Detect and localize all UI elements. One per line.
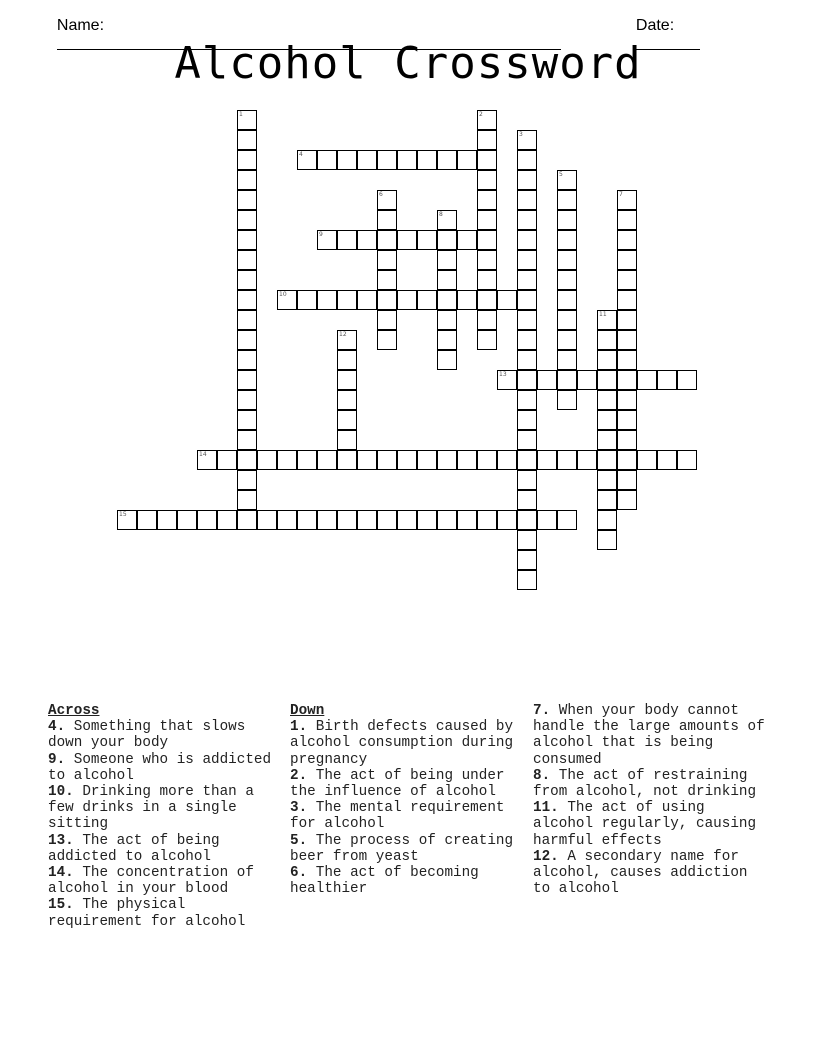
grid-cell[interactable] [437,230,457,250]
grid-cell[interactable] [237,510,257,530]
grid-cell[interactable] [597,510,617,530]
grid-cell[interactable] [417,290,437,310]
grid-cell[interactable] [517,390,537,410]
grid-cell[interactable] [557,330,577,350]
date-label: Date: [635,17,675,34]
down-clue-list [290,719,530,897]
grid-cell[interactable] [477,290,497,310]
grid-cell[interactable] [337,150,357,170]
grid-cell[interactable] [377,190,397,210]
clue-item-number: 5. [290,832,308,849]
name-label: Name: [56,17,105,34]
grid-cell[interactable] [237,450,257,470]
grid-cell[interactable] [497,290,517,310]
clue-item [48,897,288,929]
grid-cell[interactable] [237,290,257,310]
grid-cell[interactable] [357,510,377,530]
grid-cell[interactable] [357,230,377,250]
grid-cell[interactable] [557,310,577,330]
clue-item [48,833,288,865]
clue-item-number: 2. [290,767,308,784]
grid-cell[interactable] [157,510,177,530]
grid-cell[interactable] [537,510,557,530]
page-title: Alcohol Crossword [174,38,642,89]
grid-cell[interactable] [317,290,337,310]
grid-cell[interactable] [317,510,337,530]
grid-cell[interactable] [397,150,417,170]
clue-item-number: 11. [533,800,559,817]
grid-cell[interactable] [537,450,557,470]
grid-cell[interactable] [617,250,637,270]
grid-cell[interactable] [617,210,637,230]
grid-cell[interactable] [237,410,257,430]
grid-cell[interactable] [437,350,457,370]
grid-cell[interactable] [617,450,637,470]
grid-cell[interactable] [237,270,257,290]
grid-cell[interactable] [397,510,417,530]
grid-cell[interactable] [117,510,137,530]
grid-cell[interactable] [277,510,297,530]
grid-cell[interactable] [237,370,257,390]
clue-item-number: 4. [48,719,66,736]
clue-item-text: Birth defects caused by alcohol consumption during pregnancy [290,719,514,768]
grid-cell[interactable] [617,470,637,490]
clue-number: 12 [339,331,347,338]
grid-cell[interactable] [237,150,257,170]
grid-cell[interactable] [417,450,437,470]
grid-cell[interactable] [337,330,357,350]
grid-cell[interactable] [477,250,497,270]
grid-cell[interactable] [517,290,537,310]
grid-cell[interactable] [557,230,577,250]
grid-cell[interactable] [577,370,597,390]
clue-number: 5 [559,171,563,178]
grid-cell[interactable] [337,450,357,470]
clue-item-number: 1. [290,719,308,736]
grid-cell[interactable] [597,390,617,410]
clue-item-text: The physical requirement for alcohol [48,897,246,930]
clue-item-text: The act of being addicted to alcohol [48,832,220,865]
grid-cell[interactable] [437,290,457,310]
grid-cell[interactable] [677,450,697,470]
grid-cell[interactable] [397,290,417,310]
down-clue-list-continued [533,703,768,897]
grid-cell[interactable] [577,450,597,470]
clue-item-number: 14. [48,865,74,882]
grid-cell[interactable] [237,430,257,450]
grid-cell[interactable] [617,330,637,350]
across-heading: Across [48,703,100,719]
grid-cell[interactable] [257,510,277,530]
clue-item-text: The act of being under the influence of alcohol [290,767,505,801]
clue-item-number: 6. [290,865,308,882]
grid-cell[interactable] [517,150,537,170]
grid-cell[interactable] [637,370,657,390]
grid-cell[interactable] [377,310,397,330]
grid-cell[interactable] [297,510,317,530]
clue-item [533,703,768,768]
grid-cell[interactable] [597,430,617,450]
grid-cell[interactable] [437,210,457,230]
grid-cell[interactable] [437,450,457,470]
grid-cell[interactable] [437,330,457,350]
clue-item-number: 15. [48,897,74,914]
across-clues [48,703,288,930]
grid-cell[interactable] [597,330,617,350]
grid-cell[interactable] [477,130,497,150]
clue-number: 1 [239,111,243,118]
grid-cell[interactable] [237,210,257,230]
grid-cell[interactable] [557,170,577,190]
grid-cell[interactable] [557,450,577,470]
grid-cell[interactable] [597,530,617,550]
down-clues-col-2 [533,703,768,897]
grid-cell[interactable] [517,450,537,470]
grid-cell[interactable] [217,510,237,530]
grid-cell[interactable] [517,370,537,390]
grid-cell[interactable] [457,230,477,250]
grid-cell[interactable] [517,470,537,490]
clue-item-number: 7. [533,703,551,719]
grid-cell[interactable] [337,350,357,370]
grid-cell[interactable] [297,290,317,310]
grid-cell[interactable] [657,370,677,390]
clue-item-number: 9. [48,751,66,768]
grid-cell[interactable] [477,230,497,250]
grid-cell[interactable] [557,290,577,310]
grid-cell[interactable] [537,370,557,390]
grid-cell[interactable] [377,210,397,230]
grid-cell[interactable] [557,250,577,270]
grid-cell[interactable] [557,190,577,210]
clue-item [533,849,768,898]
clue-item [48,784,288,833]
grid-cell[interactable] [517,550,537,570]
clue-item-text: Someone who is addicted to alcohol [48,751,272,784]
grid-cell[interactable] [197,450,217,470]
grid-cell[interactable] [377,230,397,250]
grid-cell[interactable] [557,270,577,290]
grid-cell[interactable] [377,270,397,290]
clue-item-text: The concentration of alcohol in your blood [48,865,254,898]
clue-item-text: Something that slows down your body [48,719,246,752]
grid-cell[interactable] [477,150,497,170]
grid-cell[interactable] [337,230,357,250]
grid-cell[interactable] [517,130,537,150]
grid-cell[interactable] [517,430,537,450]
clue-item [290,833,530,865]
grid-cell[interactable] [337,510,357,530]
grid-cell[interactable] [517,190,537,210]
clue-item-text: The act of restraining from alcohol, not drinking [533,767,757,801]
grid-cell[interactable] [237,350,257,370]
grid-cell[interactable] [477,190,497,210]
grid-cell[interactable] [497,510,517,530]
grid-cell[interactable] [477,110,497,130]
grid-cell[interactable] [617,270,637,290]
grid-cell[interactable] [337,430,357,450]
grid-cell[interactable] [257,450,277,470]
grid-cell[interactable] [517,410,537,430]
grid-cell[interactable] [517,230,537,250]
grid-cell[interactable] [517,170,537,190]
grid-cell[interactable] [377,290,397,310]
clue-item [290,800,530,832]
clue-item-number: 12. [533,848,559,865]
grid-cell[interactable] [617,430,637,450]
grid-cell[interactable] [557,370,577,390]
grid-cell[interactable] [437,510,457,530]
grid-cell[interactable] [317,450,337,470]
clue-item [290,719,530,768]
clue-item-text: When your body cannot handle the large amounts of alcohol that is being consumed [533,703,765,768]
clue-item [48,752,288,784]
grid-cell[interactable] [457,150,477,170]
clue-item-text: A secondary name for alcohol, causes addiction to alcohol [533,848,748,898]
grid-cell[interactable] [237,390,257,410]
grid-cell[interactable] [357,450,377,470]
clue-item-text: The mental requirement for alcohol [290,800,505,833]
grid-cell[interactable] [457,450,477,470]
grid-cell[interactable] [517,350,537,370]
clue-item-number: 13. [48,832,74,849]
grid-cell[interactable] [517,330,537,350]
grid-cell[interactable] [357,150,377,170]
grid-cell[interactable] [377,510,397,530]
grid-cell[interactable] [477,450,497,470]
grid-cell[interactable] [377,150,397,170]
grid-cell[interactable] [237,250,257,270]
grid-cell[interactable] [237,330,257,350]
grid-cell[interactable] [517,570,537,590]
grid-cell[interactable] [397,450,417,470]
clue-item [48,719,288,751]
grid-cell[interactable] [277,450,297,470]
grid-cell[interactable] [637,450,657,470]
grid-cell[interactable] [597,310,617,330]
grid-cell[interactable] [597,410,617,430]
down-heading: Down [290,703,325,719]
clue-item [48,865,288,897]
grid-cell[interactable] [237,170,257,190]
grid-cell[interactable] [477,330,497,350]
grid-cell[interactable] [237,190,257,210]
clue-number: 13 [499,371,507,378]
grid-cell[interactable] [357,290,377,310]
clue-number: 6 [379,191,383,198]
grid-cell[interactable] [517,210,537,230]
grid-cell[interactable] [237,130,257,150]
grid-cell[interactable] [497,450,517,470]
grid-cell[interactable] [477,170,497,190]
clue-number: 8 [439,211,443,218]
grid-cell[interactable] [177,510,197,530]
grid-cell[interactable] [617,290,637,310]
grid-cell[interactable] [237,470,257,490]
clue-number: 11 [599,311,607,318]
clue-number: 15 [119,511,127,518]
grid-cell[interactable] [477,210,497,230]
clue-number: 7 [619,191,623,198]
grid-cell[interactable] [337,290,357,310]
grid-cell[interactable] [417,230,437,250]
grid-cell[interactable] [597,490,617,510]
grid-cell[interactable] [437,150,457,170]
clue-number: 2 [479,111,483,118]
grid-cell[interactable] [517,310,537,330]
grid-cell[interactable] [617,350,637,370]
grid-cell[interactable] [477,310,497,330]
grid-cell[interactable] [237,230,257,250]
clue-number: 14 [199,451,207,458]
grid-cell[interactable] [617,370,637,390]
clue-number: 3 [519,131,523,138]
grid-cell[interactable] [597,450,617,470]
grid-cell[interactable] [197,510,217,530]
grid-cell[interactable] [617,390,637,410]
grid-cell[interactable] [337,410,357,430]
clue-item-text: The act of using alcohol regularly, causing harmful effects [533,800,757,849]
clue-item-text: The process of creating beer from yeast [290,832,514,865]
grid-cell[interactable] [237,490,257,510]
grid-cell[interactable] [597,350,617,370]
grid-cell[interactable] [597,470,617,490]
grid-cell[interactable] [517,530,537,550]
clue-number: 10 [279,291,287,298]
grid-cell[interactable] [277,290,297,310]
grid-cell[interactable] [457,510,477,530]
grid-cell[interactable] [317,150,337,170]
clue-item-text: The act of becoming healthier [290,865,479,898]
grid-cell[interactable] [557,210,577,230]
grid-cell[interactable] [377,330,397,350]
grid-cell[interactable] [517,510,537,530]
grid-cell[interactable] [237,310,257,330]
clue-number: 9 [319,231,323,238]
grid-cell[interactable] [397,230,417,250]
grid-cell[interactable] [377,450,397,470]
clue-item-number: 3. [290,800,308,817]
grid-cell[interactable] [617,190,637,210]
grid-cell[interactable] [377,250,397,270]
clue-number: 4 [299,151,303,158]
grid-cell[interactable] [617,230,637,250]
grid-cell[interactable] [437,310,457,330]
grid-cell[interactable] [617,310,637,330]
grid-cell[interactable] [477,270,497,290]
grid-cell[interactable] [497,370,517,390]
grid-cell[interactable] [317,230,337,250]
grid-cell[interactable] [337,390,357,410]
grid-cell[interactable] [417,150,437,170]
grid-cell[interactable] [517,250,537,270]
grid-cell[interactable] [657,450,677,470]
clue-item-number: 10. [48,784,74,801]
grid-cell[interactable] [477,510,497,530]
clue-item [290,865,530,897]
grid-cell[interactable] [517,270,537,290]
grid-cell[interactable] [597,370,617,390]
clue-item [533,768,768,800]
grid-cell[interactable] [557,350,577,370]
clue-item-text: Drinking more than a few drinks in a single sitting [48,784,254,833]
grid-cell[interactable] [557,510,577,530]
grid-cell[interactable] [617,490,637,510]
grid-cell[interactable] [237,110,257,130]
grid-cell[interactable] [437,270,457,290]
grid-cell[interactable] [557,390,577,410]
clue-item-number: 8. [533,767,551,784]
grid-cell[interactable] [217,450,237,470]
grid-cell[interactable] [337,370,357,390]
grid-cell[interactable] [457,290,477,310]
across-clue-list [48,719,288,930]
clue-item [533,800,768,849]
grid-cell[interactable] [437,250,457,270]
grid-cell[interactable] [297,150,317,170]
grid-cell[interactable] [297,450,317,470]
grid-cell[interactable] [137,510,157,530]
grid-cell[interactable] [677,370,697,390]
grid-cell[interactable] [517,490,537,510]
grid-cell[interactable] [417,510,437,530]
grid-cell[interactable] [617,410,637,430]
clue-item [290,768,530,800]
down-clues-col-1 [290,703,530,897]
